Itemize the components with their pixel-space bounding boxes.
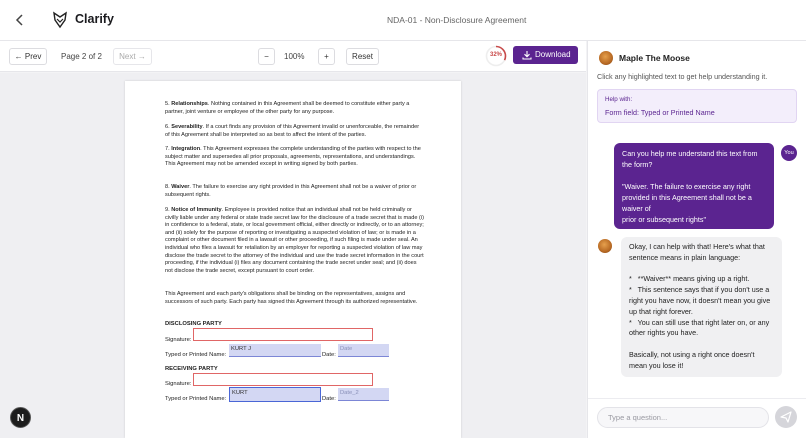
- send-button[interactable]: [775, 406, 797, 428]
- clause-notice-of-immunity: 9. Notice of Immunity. Employee is provided notice that an individual shall not be held criminally or civilly liable under any federal or state trade secret law for the disclosure of a trade secret that is made (i) in confidence to a federal, state, or local government official, either directly or indirectly, or to an attorney; and (ii) solely for the purpose of reporting or investigating a suspected violation of law; or is made in a complaint or other document filed in a lawsuit or other proceeding, if such filing is made under seal. An individual who files a lawsuit for retaliation by an employer for reporting a suspected violation of law may disclose the trade secret to the attorney of the individual and use the trade secret information in the court proceeding, if the individual (i) files any document containing the trade secret under seal; and (ii) does not disclose the trade secret, except pursuant to court order.: [165, 207, 424, 274]
- help-context-label: Help with:: [605, 96, 633, 103]
- logo-icon: [52, 11, 68, 29]
- user-message: [614, 143, 774, 229]
- receiving-signature-label: Signature:: [165, 381, 192, 387]
- page-indicator: Page 2 of 2: [61, 52, 102, 61]
- document-page: [125, 81, 461, 438]
- user-message-text: Can you help me understand this text from the form? "Waiver. The failure to exercise any right provided in this Agreement shall not be a waiver of prior or subsequent rights": [622, 149, 758, 224]
- clause-integration: 7. Integration. This Agreement expresses the complete understanding of the parties with respect to the subject matter and supersedes all prior proposals, agreements, representations, and understandings. This Agreement may not be amended except in writing signed by both parties.: [165, 146, 421, 168]
- help-context-box: [597, 89, 797, 123]
- download-label: Download: [535, 50, 571, 59]
- send-icon: [775, 406, 797, 428]
- receiving-date-field[interactable]: Date_2: [338, 388, 389, 401]
- receiving-party-heading: RECEIVING PARTY: [165, 366, 218, 372]
- document-toolbar: [0, 41, 586, 72]
- assistant-message-text: Okay, I can help with that! Here's what that sentence means in plain language: * **Waiver** means giving up a right. * This sentence says that if you don't use a right you have now, it doesn't mean you give up that right forever. * You can still use that right later on, or any other rights you have. Basically, not using a right once doesn't mean you lose it!: [629, 242, 771, 370]
- user-avatar: You: [781, 145, 797, 161]
- back-button[interactable]: [12, 12, 28, 28]
- assistant-subtitle: Click any highlighted text to get help understanding it.: [597, 72, 768, 81]
- reset-zoom-button[interactable]: Reset: [346, 48, 379, 65]
- top-bar: [0, 0, 806, 41]
- receiving-date-label: Date:: [322, 396, 336, 402]
- completion-percent: 32%: [489, 52, 502, 58]
- clause-waiver[interactable]: 8. Waiver. The failure to exercise any right provided in this Agreement shall not be a waiver of prior or subsequent rights.: [165, 184, 417, 198]
- disclosing-name-field[interactable]: KURT J: [229, 344, 321, 357]
- clause-binding: This Agreement and each party's obligations shall be binding on the representatives, assigns and successors of such party. Each party has signed this Agreement through its authorized representative.: [165, 291, 418, 305]
- question-input[interactable]: [597, 407, 769, 428]
- next-page-button[interactable]: Next →: [113, 48, 152, 65]
- help-context-value: Form field: Typed or Printed Name: [605, 108, 715, 117]
- clause-severability: 6. Severability. If a court finds any provision of this Agreement invalid or unenforceable, the remainder of this Agreement shall be interpreted so as best to affect the intent of the parties.: [165, 124, 420, 138]
- n-badge[interactable]: N: [10, 407, 31, 428]
- assistant-name: Maple The Moose: [619, 53, 690, 63]
- receiving-name-field[interactable]: KURT: [229, 387, 321, 402]
- disclosing-date-label: Date:: [322, 352, 336, 358]
- prev-page-button[interactable]: ← Prev: [9, 48, 47, 65]
- assistant-message: [621, 237, 782, 377]
- clause-relationships: 5. Relationships. Nothing contained in this Agreement shall be deemed to constitute either party a partner, joint venture or employee of the other party for any purpose.: [165, 101, 410, 115]
- chevron-left-icon: [12, 12, 28, 28]
- document-title: NDA-01 - Non-Disclosure Agreement: [387, 15, 527, 25]
- assistant-panel: [587, 41, 806, 438]
- receiving-name-label: Typed or Printed Name:: [165, 396, 227, 402]
- moose-avatar: [598, 239, 612, 253]
- chat-input-row: [588, 398, 806, 438]
- download-icon: [522, 50, 532, 60]
- moose-avatar: [599, 51, 613, 65]
- disclosing-signature-field[interactable]: [193, 328, 373, 341]
- download-button[interactable]: [513, 46, 578, 64]
- brand-name: Clarify: [75, 12, 114, 26]
- disclosing-signature-label: Signature:: [165, 337, 192, 343]
- zoom-out-button[interactable]: −: [258, 48, 275, 65]
- disclosing-party-heading: DISCLOSING PARTY: [165, 321, 222, 327]
- receiving-signature-field[interactable]: [193, 373, 373, 386]
- zoom-level: 100%: [284, 52, 305, 61]
- disclosing-date-field[interactable]: Date: [338, 344, 389, 357]
- document-viewer[interactable]: [0, 73, 586, 438]
- zoom-in-button[interactable]: +: [318, 48, 335, 65]
- disclosing-name-label: Typed or Printed Name:: [165, 352, 227, 358]
